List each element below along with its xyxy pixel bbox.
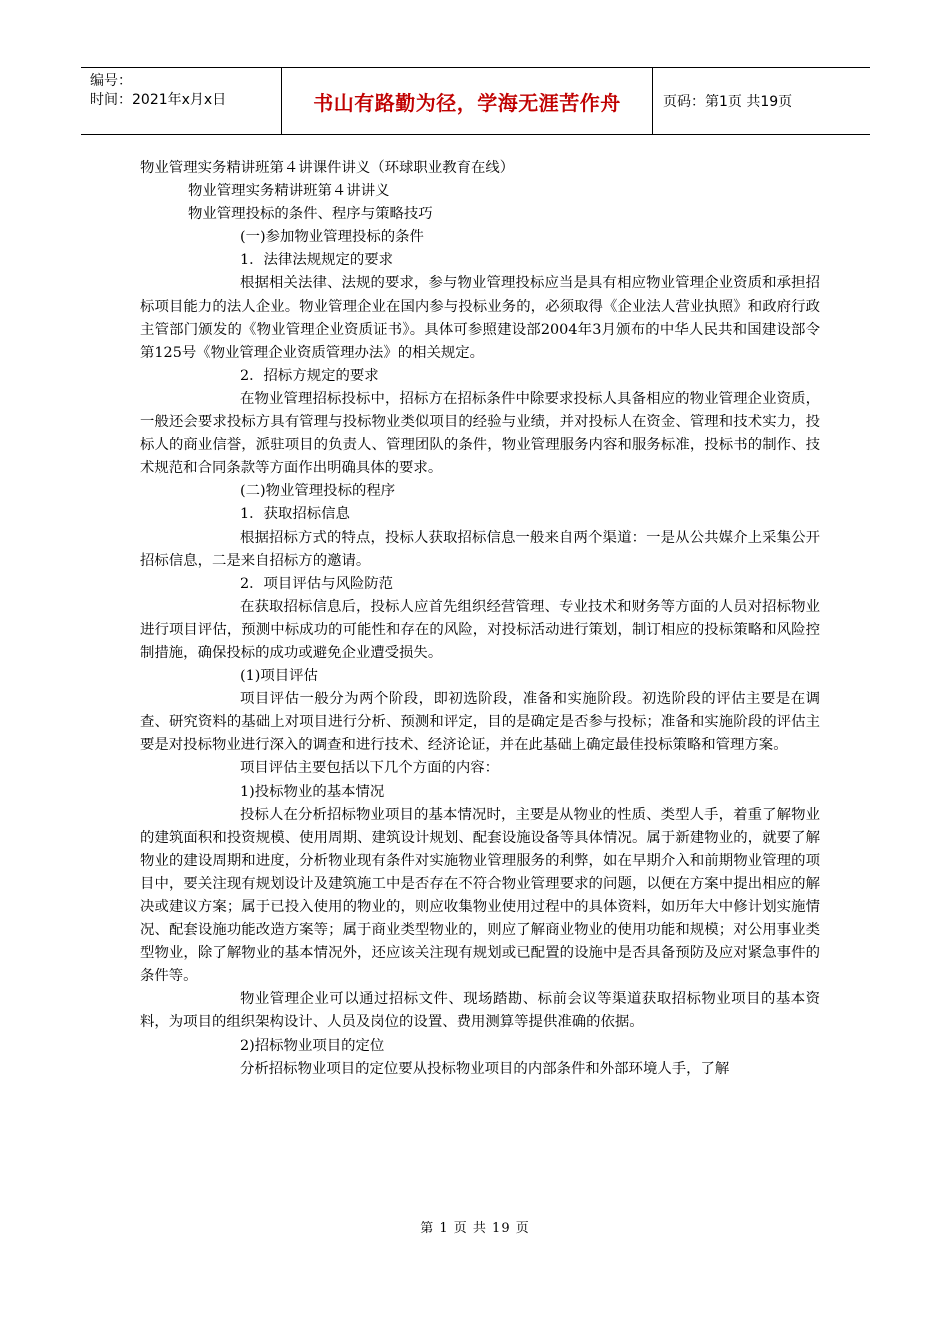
paragraph: 项目评估主要包括以下几个方面的内容： <box>240 760 500 777</box>
header-motto: 书山有路勤为径，学海无涯苦作舟 <box>313 90 621 115</box>
paragraph: 1)投标物业的基本情况 <box>240 783 385 800</box>
document-number-label: 编号： <box>90 73 132 89</box>
paragraph: 1．获取招标信息 <box>240 506 350 523</box>
header-page-indicator: 页码：第1页 共19页 <box>663 94 793 110</box>
page-footer: 第 1 页 共 19 页 <box>420 1221 530 1236</box>
paragraph: 2．招标方规定的要求 <box>240 367 379 384</box>
paragraph: 物业管理实务精讲班第４讲讲义 <box>188 183 390 200</box>
paragraph: 分析招标物业项目的定位要从投标物业项目的内部条件和外部环境人手，了解 <box>240 1060 730 1077</box>
paragraph: 投标人在分析招标物业项目的基本情况时，主要是从物业的性质、类型人手，着重了解物业的建筑面积和投资规模、使用周期、建筑设计规划、配套设施设备等具体情况。属于新建物业的，就要了解物业的建设周期和进度，分析物业现有条件对实施物业管理服务的利弊，如在早期介入和前期物业管理的项目中，要关注现有规划设计及建筑施工中是否存在不符合物业管理要求的问题，以便在方案中提出相应的解决或建议方案；属于已投入使用的物业的，则应收集物业使用过程中的具体资料，如历年大中修计划实施情况、配套设施功能改造方案等；属于商业类型物业的，则应了解商业物业的使用功能和规模；对公用事业类型物业，除了解物业的基本情况外，还应该关注现有规划或已配置的设施中是否具备预防及应对紧急事件的条件等。 <box>140 806 820 985</box>
paragraph: 物业管理实务精讲班第４讲课件讲义（环球职业教育在线） <box>140 160 515 176</box>
paragraph: 在物业管理招标投标中，招标方在招标条件中除要求投标人具备相应的物业管理企业资质，一般还会要求投标方具有管理与投标物业类似项目的经验与业绩，并对投标人在资金、管理和技术实力，投标人的商业信誉，派驻项目的负责人、管理团队的条件，物业管理服务内容和服务标准，投标书的制作、技术规范和合同条款等方面作出明确具体的要求。 <box>140 390 820 477</box>
paragraph: 项目评估一般分为两个阶段，即初选阶段，准备和实施阶段。初选阶段的评估主要是在调查、研究资料的基础上对项目进行分析、预测和评定，目的是确定是否参与投标；准备和实施阶段的评估主要是对投标物业进行深入的调查和进行技术、经济论证，并在此基础上确定最佳投标策略和管理方案。 <box>140 691 820 754</box>
paragraph: 根据相关法律、法规的要求，参与物业管理投标应当是具有相应物业管理企业资质和承担招标项目能力的法人企业。物业管理企业在国内参与投标业务的，必须取得《企业法人营业执照》和政府行政主管部门颁发的《物业管理企业资质证书》。具体可参照建设部2004年3月颁布的中华人民共和国建设部令第125号《物业管理企业资质管理办法》的相关规定。 <box>140 275 820 361</box>
paragraph: 2．项目评估与风险防范 <box>240 575 394 592</box>
paragraph: 2)招标物业项目的定位 <box>240 1037 385 1054</box>
header-meta <box>81 68 282 134</box>
page-header <box>81 67 870 135</box>
paragraph: (1)项目评估 <box>240 668 318 685</box>
paragraph: 根据招标方式的特点，投标人获取招标信息一般来自两个渠道：一是从公共媒介上采集公开招标信息，二是来自招标方的邀请。 <box>140 529 820 569</box>
paragraph: 物业管理投标的条件、程序与策略技巧 <box>188 206 433 223</box>
paragraph: 在获取招标信息后，投标人应首先组织经营管理、专业技术和财务等方面的人员对招标物业进行项目评估，预测中标成功的可能性和存在的风险，对投标活动进行策划，制订相应的投标策略和风险控制措施，确保投标的成功或避免企业遭受损失。 <box>140 598 820 661</box>
document-date-label: 时间：2021年x月x日 <box>90 92 227 108</box>
paragraph: 1．法律法规规定的要求 <box>240 252 394 269</box>
paragraph: (一)参加物业管理投标的条件 <box>240 229 424 246</box>
paragraph: (二)物业管理投标的程序 <box>240 483 396 500</box>
document-body <box>140 157 820 1081</box>
header-motto-cell <box>282 68 653 134</box>
paragraph: 物业管理企业可以通过招标文件、现场踏勘、标前会议等渠道获取招标物业项目的基本资料，为项目的组织架构设计、人员及岗位的设置、费用测算等提供准确的依据。 <box>140 991 820 1031</box>
